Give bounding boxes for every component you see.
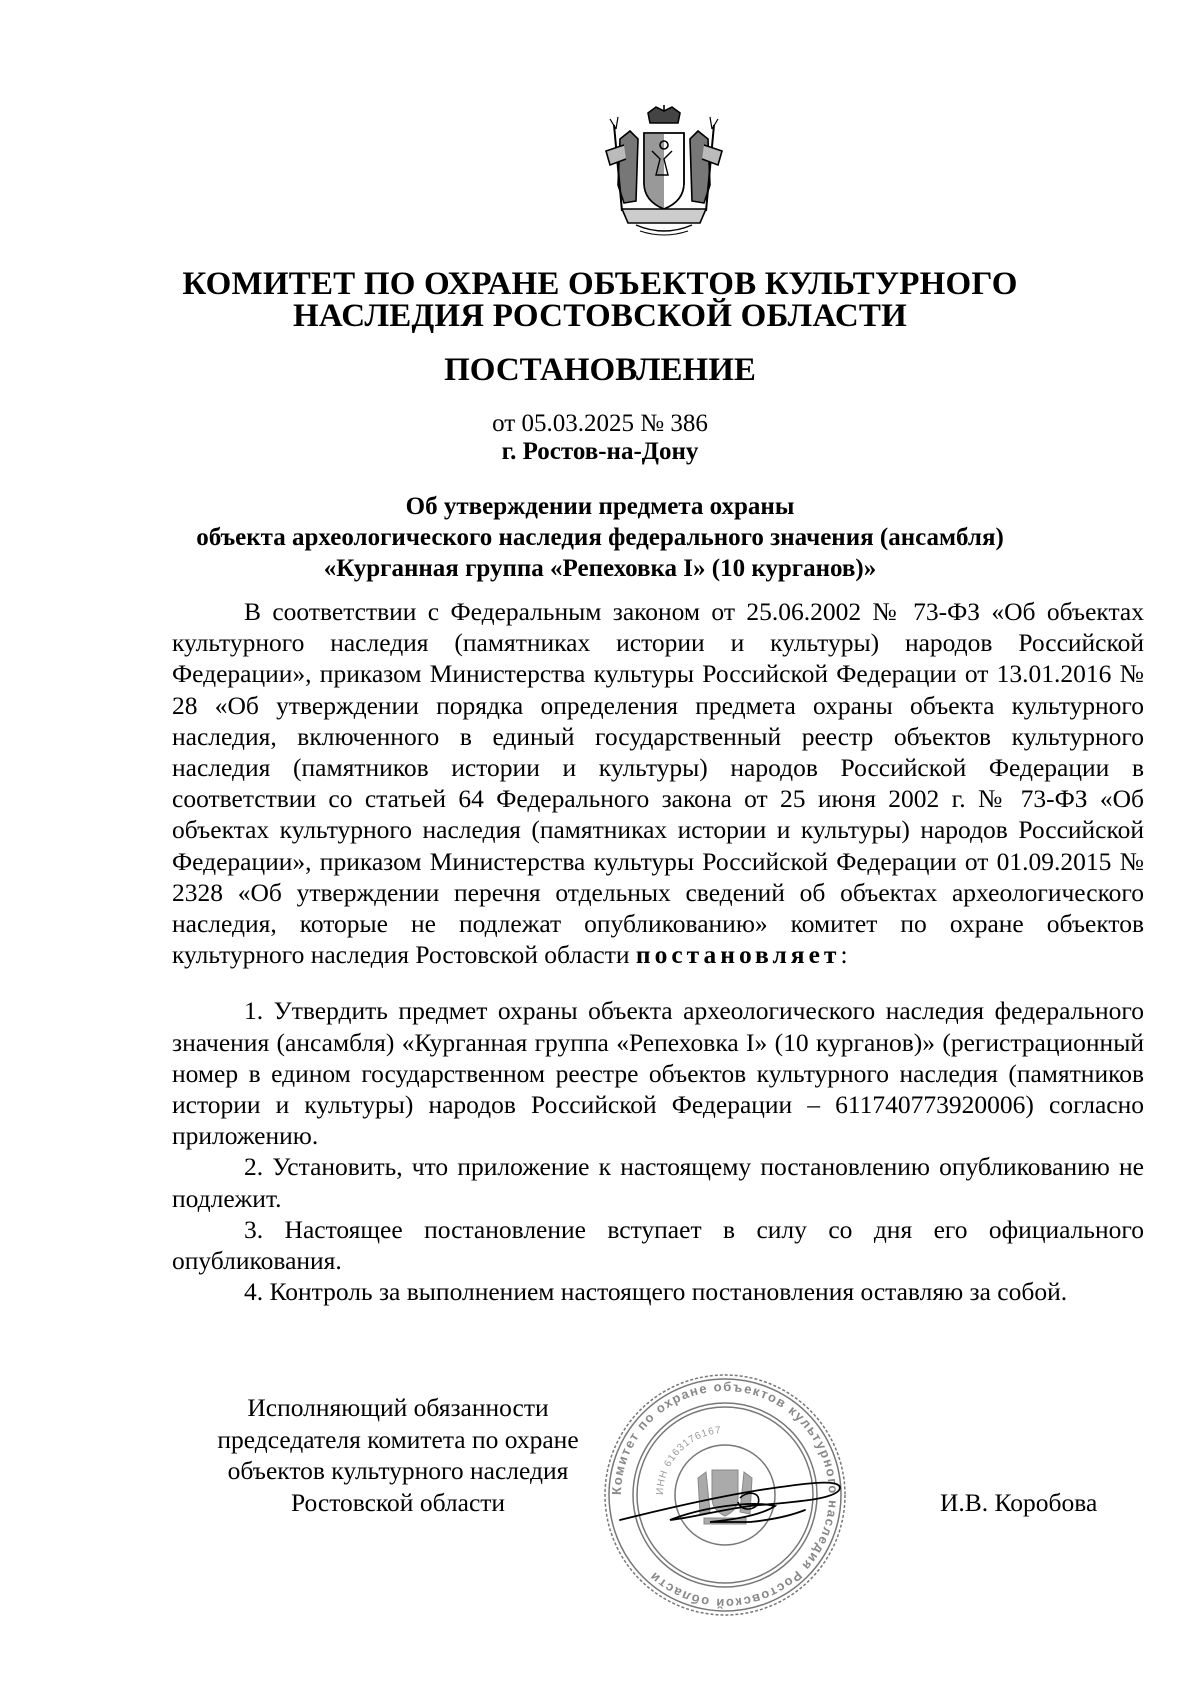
signer-position: Исполняющий обязанности председателя комитета по охране объектов культурного наследия Ростовской области <box>217 1393 579 1517</box>
item-4: 4. Контроль за выполнением настоящего постановления оставляю за собой. <box>244 1277 1068 1307</box>
svg-text:ИНН 6163176167: ИНН 6163176167 <box>654 1425 723 1496</box>
document-date-number: от 05.03.2025 № 386 <box>492 410 708 437</box>
document-subject: Об утверждении предмета охраны объекта археологического наследия федерального значения (ансамбля) «Курганная группа «Репеховка I» (10 курганов)» <box>196 493 1004 582</box>
decree-word: постановляет <box>635 940 841 970</box>
coat-of-arms-icon <box>600 105 728 240</box>
item-1: 1. Утвердить предмет охраны объекта археологического наследия федерального значения (ансамбля) «Курганная группа «Репеховка I» (10 курганов)» (регистрационный номер в едином государственном реестре объектов культурного наследия (памятников истории и культуры) народов Российской Федерации – 611740773920006) согласно приложению. <box>172 996 1144 1151</box>
item-2: 2. Установить, что приложение к настоящему постановлению опубликованию не подлежит. <box>172 1152 1144 1213</box>
official-seal-stamp <box>600 1370 850 1620</box>
item-3: 3. Настоящее постановление вступает в силу со дня его официального опубликования. <box>172 1214 1144 1276</box>
document-city: г. Ростов-на-Дону <box>501 438 699 465</box>
organization-title: КОМИТЕТ ПО ОХРАНЕ ОБЪЕКТОВ КУЛЬТУРНОГО НАСЛЕДИЯ РОСТОВСКОЙ ОБЛАСТИ <box>182 266 1018 334</box>
svg-text:Комитет по охране объектов кул: Комитет по охране объектов культурного наследия Ростовской области <box>608 1378 842 1612</box>
preamble-paragraph: В соответствии с Федеральным законом от 25.06.2002 № 73-ФЗ «Об объектах культурного наследия (памятниках истории и культуры) народов Российской Федерации», приказом Министерства культуры Российской Федерации от 13.01.2016 № 28 «Об утверждении порядка определения предмета охраны объекта культурного наследия, включенного в единый государственный реестр объектов культурного наследия (памятников истории и культуры) народов Российской Федерации в соответствии со статьей 64 Федерального закона от 25 июня 2002 г. № 73-ФЗ «Об объектах культурного наследия (памятниках истории и культуры) народов Российской Федерации», приказом Министерства культуры Российской Федерации от 01.09.2015 № 2328 «Об утверждении перечня отдельных сведений об объектах археологического наследия, которые не подлежат опубликованию» комитет по охране объектов культурного наследия Ростовской области постановляет: <box>172 597 1144 970</box>
signer-name: И.В. Коробова <box>940 1488 1098 1517</box>
document-body <box>172 596 1144 1307</box>
document-type: ПОСТАНОВЛЕНИЕ <box>444 352 756 388</box>
